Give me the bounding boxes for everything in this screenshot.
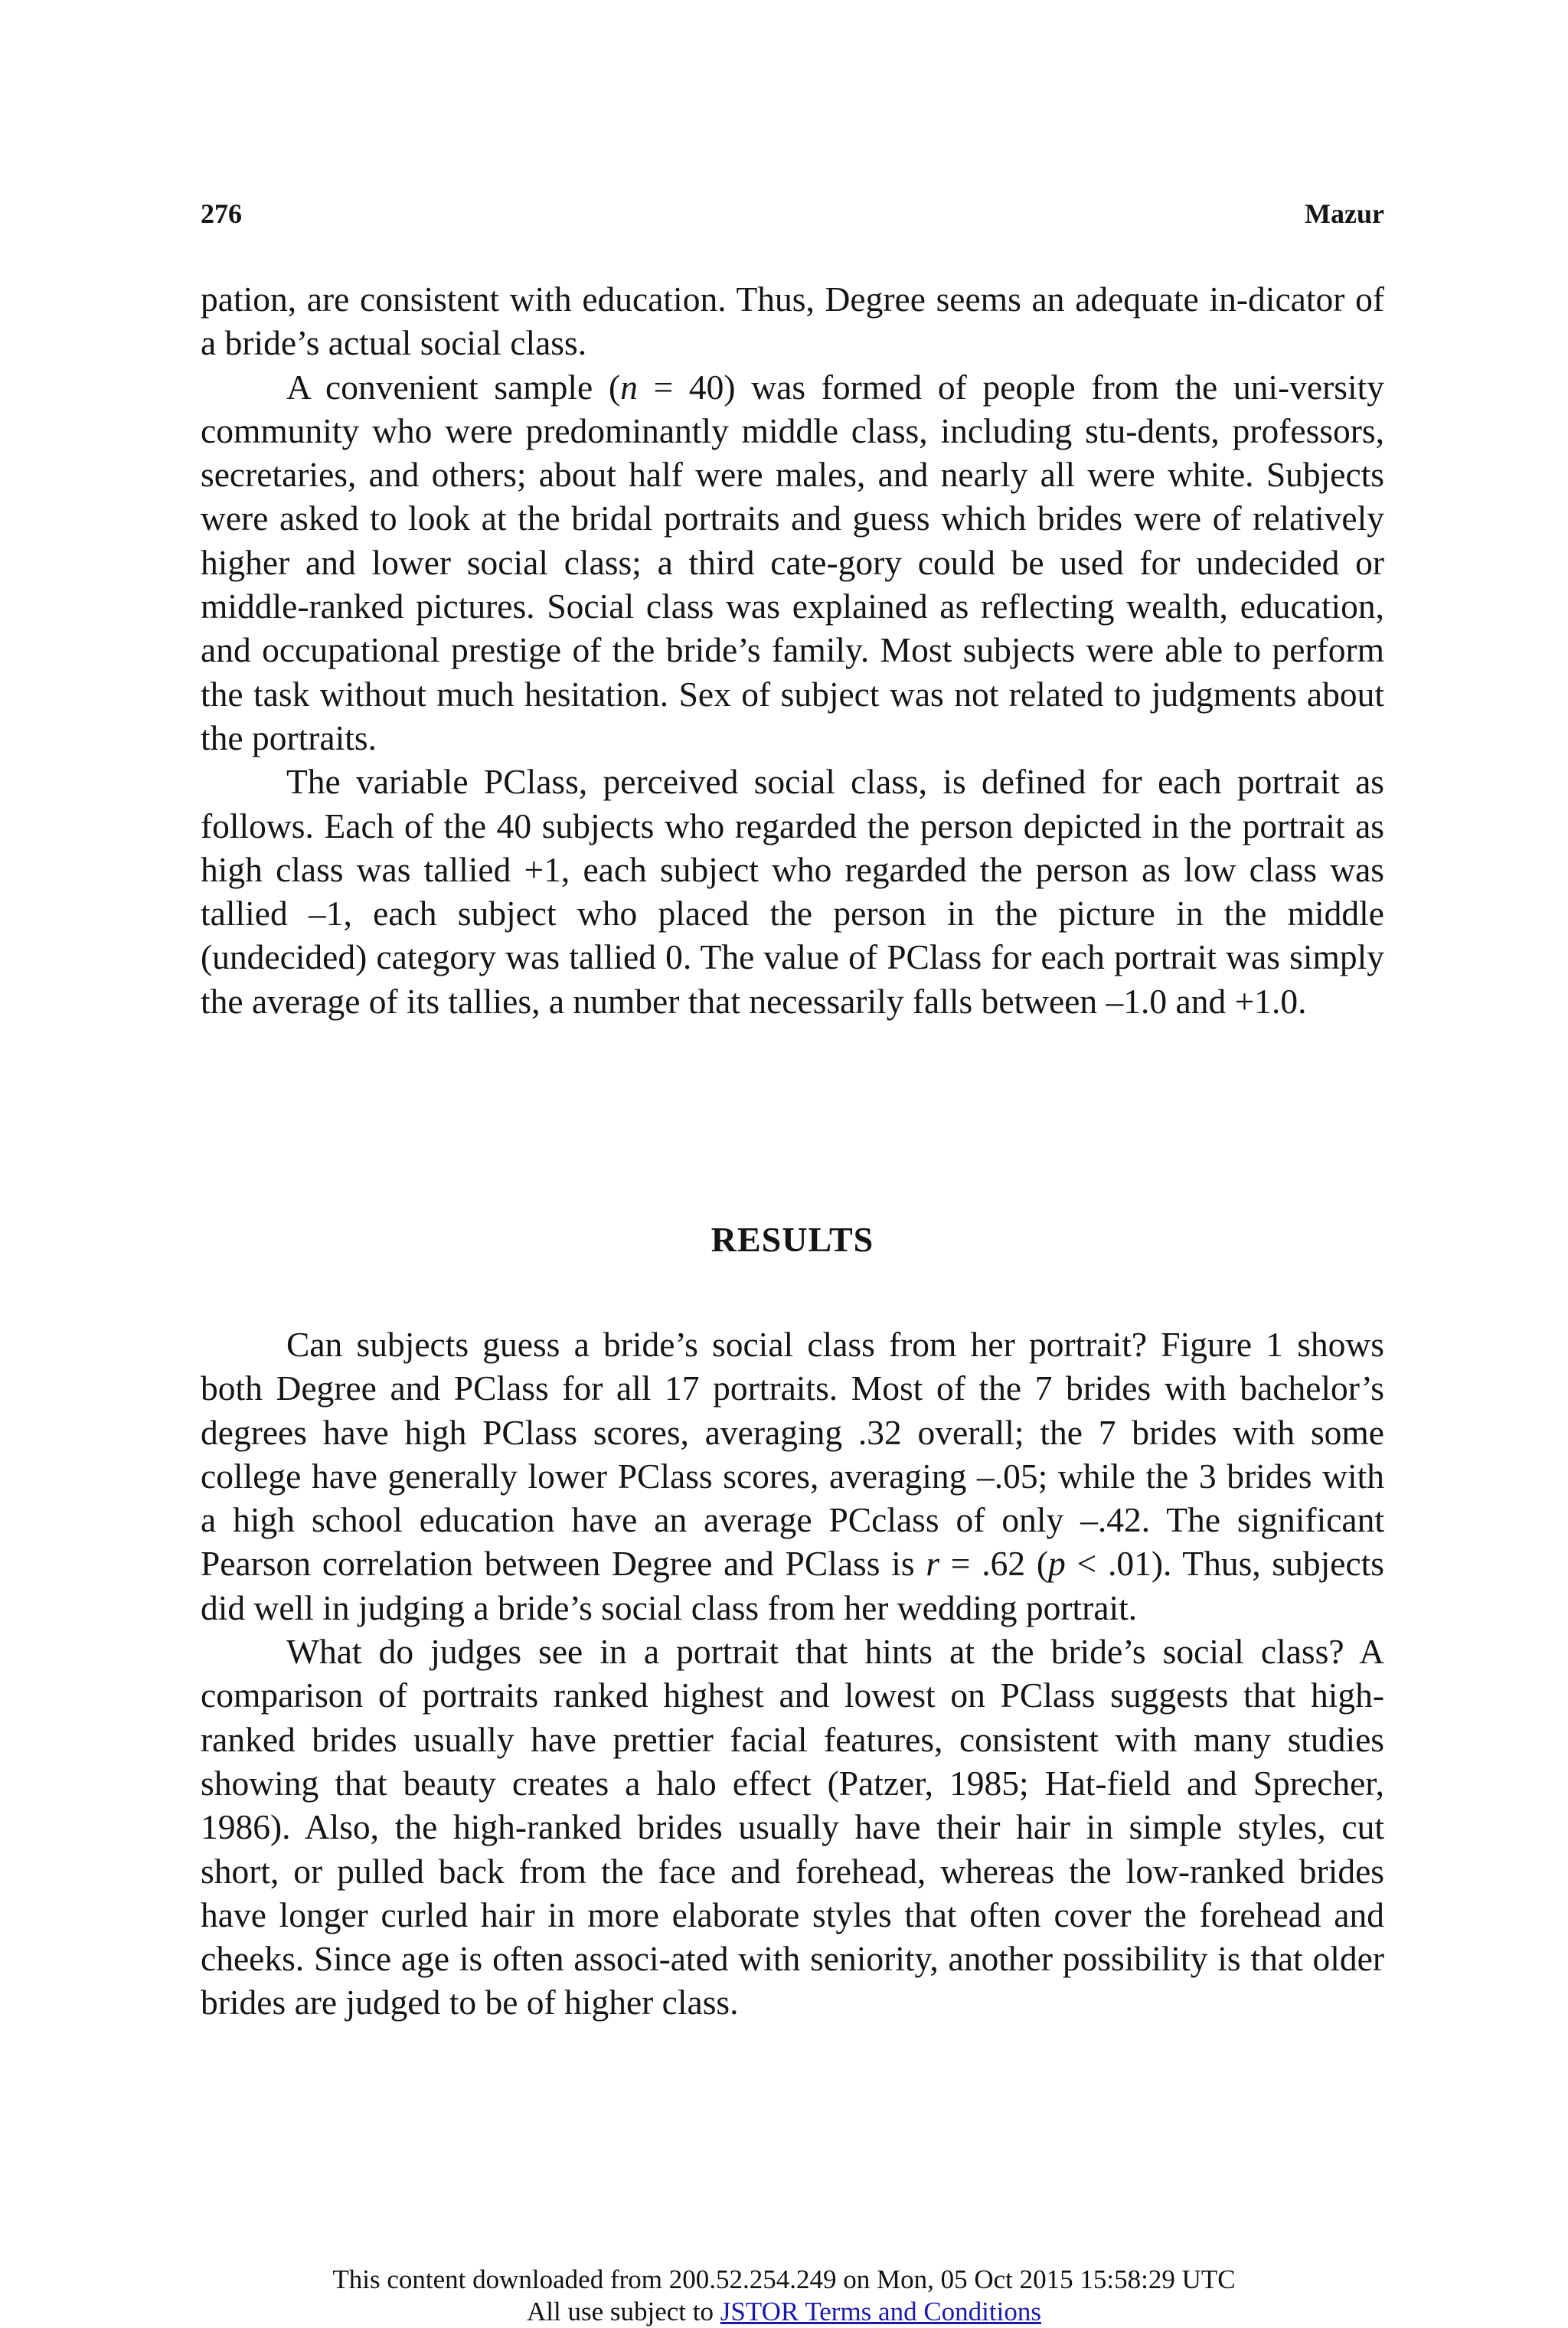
section-heading-results: RESULTS [710,1220,874,1259]
running-head-author: Mazur [1305,198,1384,229]
methods-text [201,277,1384,1023]
paragraph-continuation: pation, are consistent with education. Thus, Degree seems an adequate in-dicator of a bride’s actual social class. [201,280,1384,363]
download-footer [0,2264,1568,2328]
paragraph-pclass: The variable PClass, perceived social class, is defined for each portrait as follows. Each of the 40 subjects who regarded the person depicted in the portrait as high class was tallied +1, each subject who regarded the person as low class was tallied –1, each subject who placed the person in the picture in the middle (undecided) category was tallied 0. The value of PClass for each portrait was simply the average of its tallies, a number that necessarily falls between –1.0 and +1.0. [201,762,1384,1021]
footer-terms-prefix: All use subject to [527,2297,720,2326]
text-run: = .62 ( [939,1544,1049,1584]
footer-terms-line [0,2296,1568,2328]
text-run: A convenient sample ( [286,367,621,407]
italic-r: r [926,1544,940,1584]
footer-download-line: This content downloaded from 200.52.254.249 on Mon, 05 Oct 2015 15:58:29 UTC [332,2264,1236,2294]
text-run: < .01). Thus, subjects did well in judging a bride’s social class from her wedding portrait. [201,1544,1385,1627]
text-run: Can subjects guess a bride’s social class from her portrait? Figure 1 shows both Degree and PClass for all 17 portraits. Most of the 7 brides with bachelor’s degrees have high PClass scores, averaging .32 overall; the 7 brides with some college have generally lower PClass scores, averaging –.05; while the 3 brides with a high school education have an average PCclass of only –.42. The significant Pearson correlation between Degree and PClass is [201,1325,1384,1584]
italic-n: n [620,367,638,407]
italic-p: p [1048,1544,1066,1584]
text-run: = 40) was formed of people from the uni-versity community who were predominantly middle class, including stu-dents, professors, secretaries, and others; about half were males, and nearly all were white. Subjects were asked to look at the bridal portraits and guess which brides were of relatively higher and lower social class; a third cate-gory could be used for undecided or middle-ranked pictures. Social class was explained as reflecting wealth, education, and occupational prestige of the bride’s family. Most subjects were able to perform the task without much hesitation. Sex of subject was not related to judgments about the portraits. [201,367,1384,757]
paragraph-results-1 [201,1323,1384,1630]
paragraph-sample [201,365,1384,760]
results-text [201,1323,1384,2025]
paragraph-results-2: What do judges see in a portrait that hints at the bride’s social class? A comparison of portraits ranked highest and lowest on PClass suggests that high-ranked brides usually have prettier facial features, consistent with many studies showing that beauty creates a halo effect (Patzer, 1985; Hat-field and Sprecher, 1986). Also, the high-ranked brides usually have their hair in simple styles, cut short, or pulled back from the face and forehead, whereas the low-ranked brides have longer curled hair in more elaborate styles that often cover the forehead and cheeks. Since age is often associ-ated with seniority, another possibility is that older brides are judged to be of higher class. [201,1632,1384,2022]
jstor-terms-link[interactable]: JSTOR Terms and Conditions [720,2297,1041,2326]
page-number: 276 [201,198,242,229]
page-header [201,198,1384,236]
